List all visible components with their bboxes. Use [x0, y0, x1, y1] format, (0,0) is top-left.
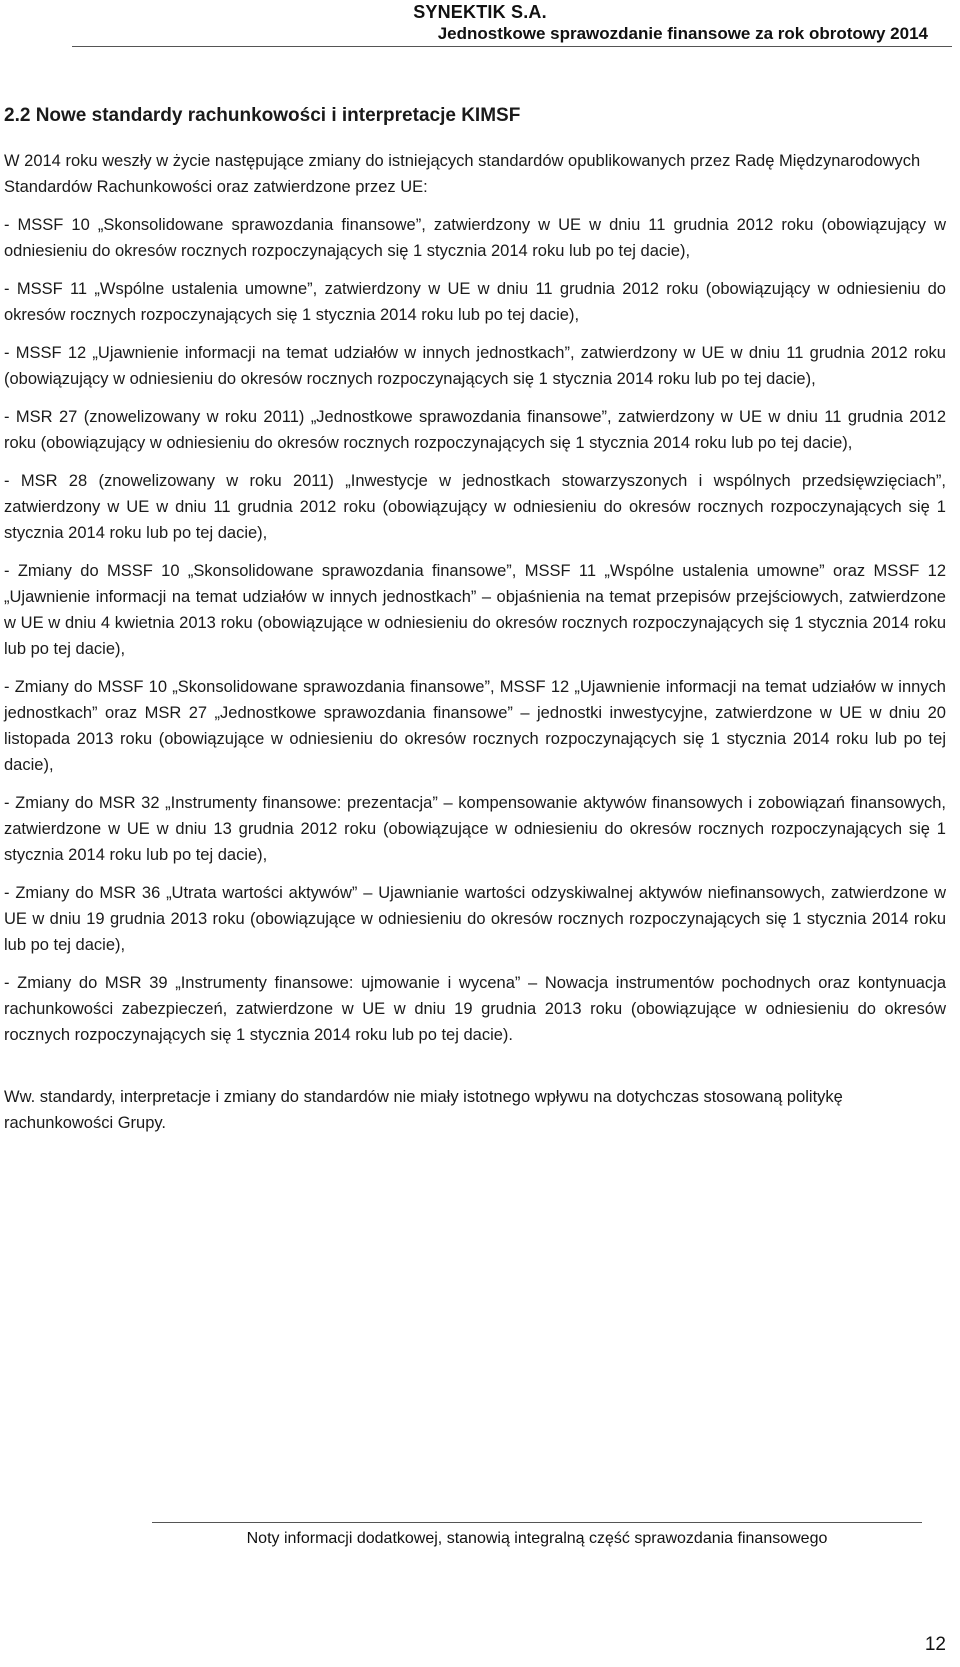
list-item: - MSR 27 (znowelizowany w roku 2011) „Jednostkowe sprawozdania finansowe”, zatwierdzony w UE w dniu 11 grudnia 2012 roku (obowiązujący w odniesieniu do okresów rocznych rozpoczynających się 1 stycznia 2014 roku lub po tej dacie), [4, 408, 946, 452]
list-item: - MSR 28 (znowelizowany w roku 2011) „Inwestycje w jednostkach stowarzyszonych i wspólnych przedsięwzięciach”, zatwierdzony w UE w dniu 11 grudnia 2012 roku (obowiązujący w odniesieniu do okresów rocznych rozpoczynających się 1 stycznia 2014 roku lub po tej dacie), [4, 472, 946, 542]
page-footer [0, 1522, 960, 1667]
list-item: - Zmiany do MSSF 10 „Skonsolidowane sprawozdania finansowe”, MSSF 12 „Ujawnienie informacji na temat udziałów w innych jednostkach” oraz MSR 27 „Jednostkowe sprawozdania finansowe” – jednostki inwestycyjne, zatwierdzone w UE w dniu 20 listopada 2013 roku (obowiązujące w odniesieniu do okresów rocznych rozpoczynających się 1 stycznia 2014 roku lub po tej dacie), [4, 678, 946, 774]
document-body [4, 104, 946, 1136]
closing-paragraph: Ww. standardy, interpretacje i zmiany do standardów nie miały istotnego wpływu na dotychczas stosowaną politykę rachunkowości Grupy. [4, 1088, 843, 1132]
page-number: 12 [924, 1634, 946, 1655]
company-name: SYNEKTIK S.A. [413, 2, 547, 22]
list-item: - Zmiany do MSSF 10 „Skonsolidowane sprawozdania finansowe”, MSSF 11 „Wspólne ustalenia umowne” oraz MSSF 12 „Ujawnienie informacji na temat udziałów w innych jednostkach” – objaśnienia na temat przepisów przejściowych, zatwierdzone w UE w dniu 4 kwietnia 2013 roku (obowiązujące w odniesieniu do okresów rocznych rozpoczynających się 1 stycznia 2014 roku lub po tej dacie), [4, 562, 946, 658]
list-item: - Zmiany do MSR 32 „Instrumenty finansowe: prezentacja” – kompensowanie aktywów finansowych i zobowiązań finansowych, zatwierdzone w UE w dniu 13 grudnia 2012 roku (obowiązujące w odniesieniu do okresów rocznych rozpoczynających się 1 stycznia 2014 roku lub po tej dacie), [4, 794, 946, 864]
section-heading: 2.2 Nowe standardy rachunkowości i interpretacje KIMSF [4, 105, 521, 126]
page-header [0, 0, 960, 48]
list-item: - Zmiany do MSR 39 „Instrumenty finansowe: ujmowanie i wycena” – Nowacja instrumentów pochodnych oraz kontynuacja rachunkowości zabezpieczeń, zatwierdzone w UE w dniu 19 grudnia 2013 roku (obowiązujące w odniesieniu do okresów rocznych rozpoczynających się 1 stycznia 2014 roku lub po tej dacie). [4, 974, 946, 1044]
intro-paragraph: W 2014 roku weszły w życie następujące zmiany do istniejących standardów opublikowanych przez Radę Międzynarodowych Standardów Rachunkowości oraz zatwierdzone przez UE: [4, 152, 921, 196]
footer-divider [152, 1522, 922, 1523]
list-item: - MSSF 11 „Wspólne ustalenia umowne”, zatwierdzony w UE w dniu 11 grudnia 2012 roku (obowiązujący w odniesieniu do okresów rocznych rozpoczynających się 1 stycznia 2014 roku lub po tej dacie), [4, 280, 946, 324]
list-item: - MSSF 12 „Ujawnienie informacji na temat udziałów w innych jednostkach”, zatwierdzony w UE w dniu 11 grudnia 2012 roku (obowiązujący w odniesieniu do okresów rocznych rozpoczynających się 1 stycznia 2014 roku lub po tej dacie), [4, 344, 946, 388]
standards-list [4, 212, 946, 1048]
list-item: - Zmiany do MSR 36 „Utrata wartości aktywów” – Ujawnianie wartości odzyskiwalnej aktywów niefinansowych, zatwierdzone w UE w dniu 19 grudnia 2013 roku (obowiązujące w odniesieniu do okresów rocznych rozpoczynających się 1 stycznia 2014 roku lub po tej dacie), [4, 884, 946, 954]
report-title: Jednostkowe sprawozdanie finansowe za rok obrotowy 2014 [437, 24, 928, 43]
header-divider [72, 46, 952, 47]
list-item: - MSSF 10 „Skonsolidowane sprawozdania finansowe”, zatwierdzony w UE w dniu 11 grudnia 2012 roku (obowiązujący w odniesieniu do okresów rocznych rozpoczynających się 1 stycznia 2014 roku lub po tej dacie), [4, 216, 946, 260]
footer-note: Noty informacji dodatkowej, stanowią integralną część sprawozdania finansowego [246, 1530, 828, 1547]
